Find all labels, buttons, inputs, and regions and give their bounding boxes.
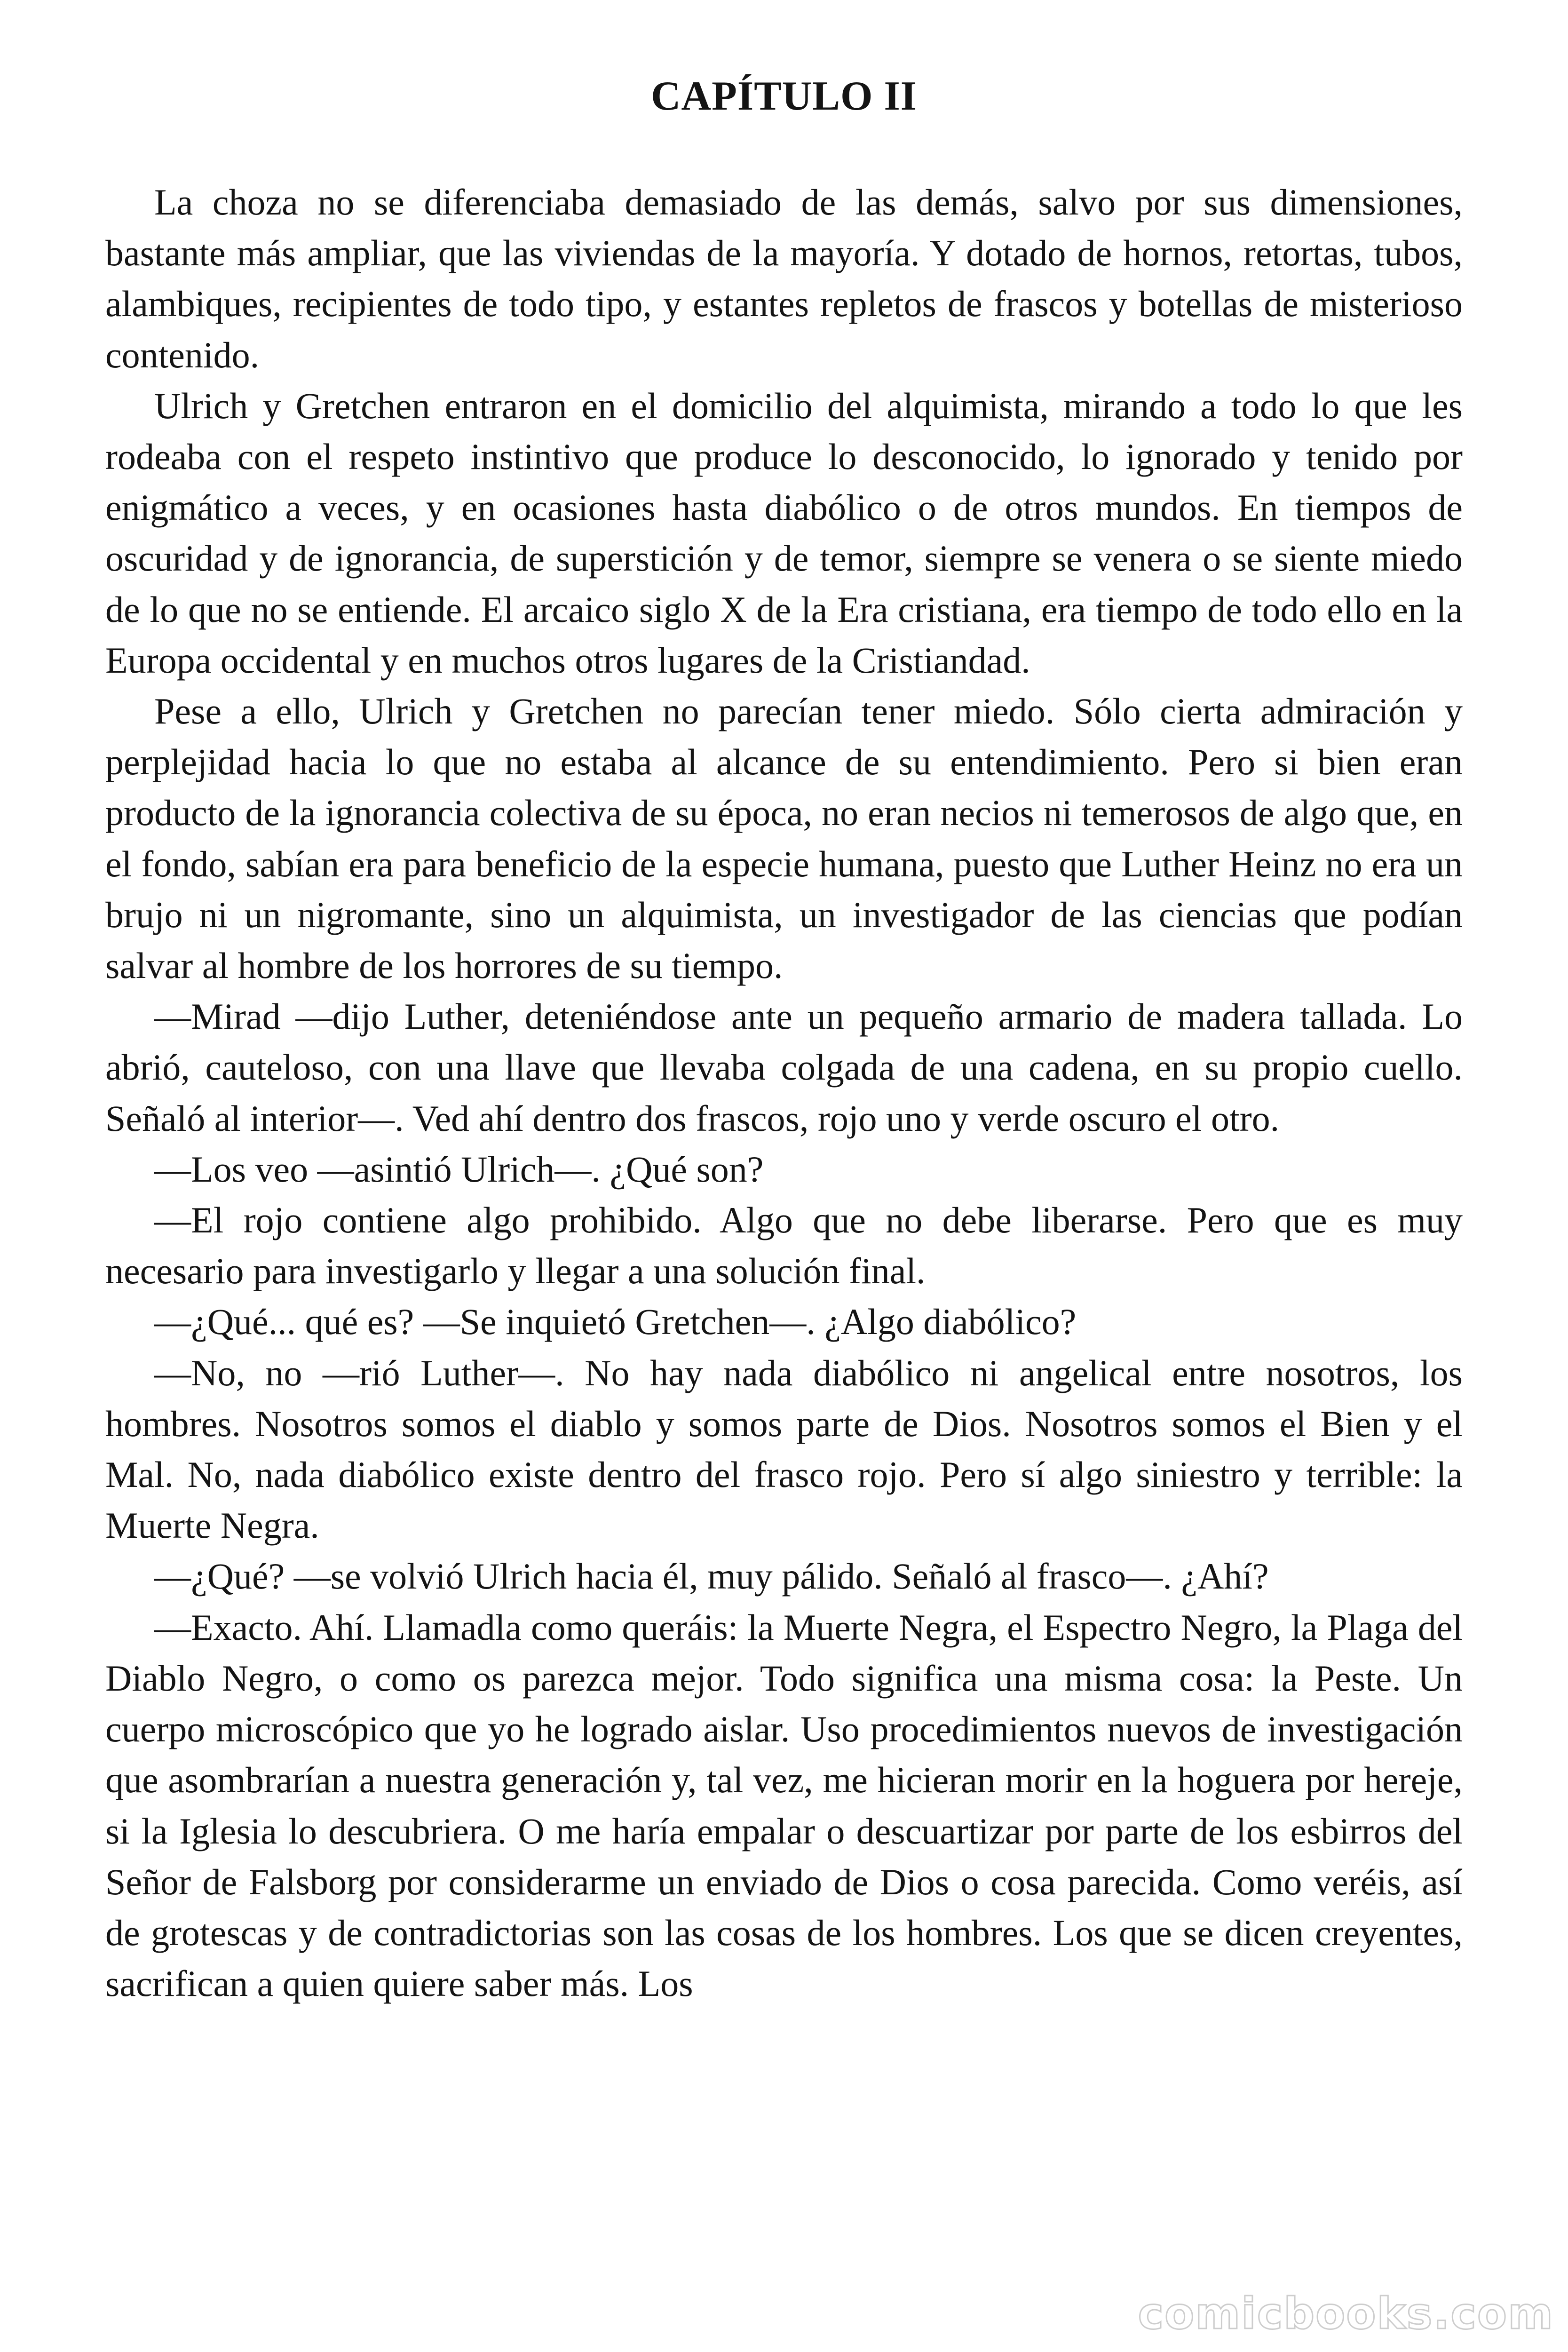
paragraph: La choza no se diferenciaba demasiado de las demás, salvo por sus dimensiones, bastante más ampliar, que las viviendas de la mayoría. Y dotado de hornos, retortas, tubos, alambiques, recipientes de todo tipo, y estantes repletos de frascos y botellas de misterioso contenido. [105, 182, 1463, 375]
paragraph: —Los veo —asintió Ulrich—. ¿Qué son? [154, 1148, 764, 1190]
paragraph: —No, no —rió Luther—. No hay nada diabólico ni angelical entre nosotros, los hombres. Nosotros somos el diablo y somos parte de Dios. Nosotros somos el Bien y el Mal. No, nada diabólico existe dentro del frasco rojo. Pero sí algo siniestro y terrible: la Muerte Negra. [105, 1352, 1463, 1546]
chapter-title: CAPÍTULO II [651, 73, 917, 119]
paragraph: —Mirad —dijo Luther, deteniéndose ante un pequeño armario de madera tallada. Lo abrió, cauteloso, con una llave que llevaba colgada de una cadena, en su propio cuello. Señaló al interior—. Ved ahí dentro dos frascos, rojo uno y verde oscuro el otro. [105, 996, 1463, 1139]
paragraph: Ulrich y Gretchen entraron en el domicilio del alquimista, mirando a todo lo que les rodeaba con el respeto instintivo que produce lo desconocido, lo ignorado y tenido por enigmático a veces, y en ocasiones hasta diabólico o de otros mundos. En tiempos de oscuridad y de ignorancia, de superstición y de temor, siempre se venera o se siente miedo de lo que no se entiende. El arcaico siglo X de la Era cristiana, era tiempo de todo ello en la Europa occidental y en muchos otros lugares de la Cristiandad. [105, 385, 1463, 681]
paragraph: —¿Qué? —se volvió Ulrich hacia él, muy pálido. Señaló al frasco—. ¿Ahí? [154, 1556, 1269, 1597]
watermark: comicbooks.com [1138, 2288, 1554, 2339]
paragraph: —El rojo contiene algo prohibido. Algo que no debe liberarse. Pero que es muy necesario para investigarlo y llegar a una solución final. [105, 1200, 1463, 1292]
chapter-body [105, 177, 1463, 2009]
paragraph: —¿Qué... qué es? —Se inquietó Gretchen—. ¿Algo diabólico? [154, 1301, 1077, 1343]
paragraph: —Exacto. Ahí. Llamadla como queráis: la Muerte Negra, el Espectro Negro, la Plaga del Diablo Negro, o como os parezca mejor. Todo significa una misma cosa: la Peste. Un cuerpo microscópico que yo he logrado aislar. Uso procedimientos nuevos de investigación que asombrarían a nuestra generación y, tal vez, me hicieran morir en la hoguera por hereje, si la Iglesia lo descubriera. O me haría empalar o descuartizar por parte de los esbirros del Señor de Falsborg por considerarme un enviado de Dios o cosa parecida. Como veréis, así de grotescas y de contradictorias son las cosas de los hombres. Los que se dicen creyentes, sacrifican a quien quiere saber más. Los [105, 1606, 1463, 2004]
paragraph: Pese a ello, Ulrich y Gretchen no parecían tener miedo. Sólo cierta admiración y perplejidad hacia lo que no estaba al alcance de su entendimiento. Pero si bien eran producto de la ignorancia colectiva de su época, no eran necios ni temerosos de algo que, en el fondo, sabían era para beneficio de la especie humana, puesto que Luther Heinz no era un brujo ni un nigromante, sino un alquimista, un investigador de las ciencias que podían salvar al hombre de los horrores de su tiempo. [105, 691, 1463, 986]
